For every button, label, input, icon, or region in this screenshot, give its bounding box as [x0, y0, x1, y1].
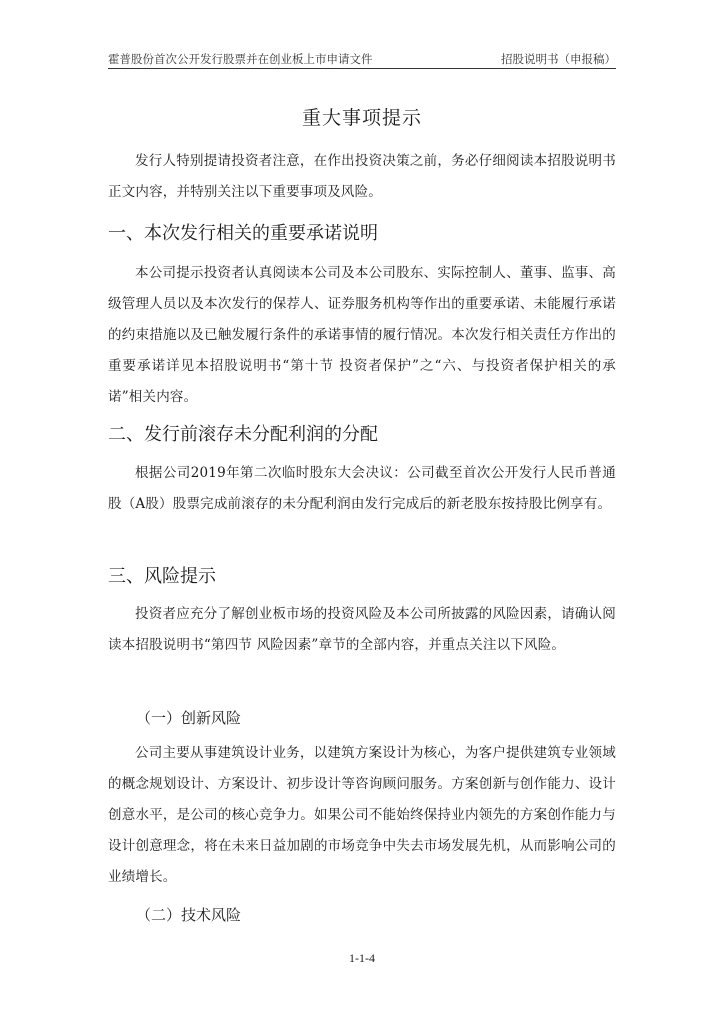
running-header-right: 招股说明书（申报稿）	[501, 52, 616, 66]
section-heading-risk: 三、风险提示	[108, 566, 216, 587]
header-divider	[108, 68, 616, 69]
section-body-risk: 投资者应充分了解创业板市场的投资风险及本公司所披露的风险因素，请确认阅读本招股说明书“第四节 风险因素”章节的全部内容，并重点关注以下风险。	[108, 606, 616, 653]
subsection-heading-technology-risk: （二）技术风险	[136, 906, 242, 924]
running-header-left: 霍普股份首次公开发行股票并在创业板上市申请文件	[108, 52, 373, 66]
section-heading-profit-distribution: 二、发行前滚存未分配利润的分配	[108, 424, 378, 445]
section-heading-commitments: 一、本次发行相关的重要承诺说明	[108, 223, 378, 244]
section-body-commitments: 本公司提示投资者认真阅读本公司及本公司股东、实际控制人、董事、监事、高级管理人员以及本次发行的保荐人、证券服务机构等作出的重要承诺、未能履行承诺的约束措施以及已触发履行条件的承诺事情的履行情况。本次发行相关责任方作出的重要承诺详见本招股说明书“第十节 投资者保护”之“六、与投资者保护相关的承诺”相关内容。	[108, 265, 616, 405]
subsection-body-innovation-risk: 公司主要从事建筑设计业务，以建筑方案设计为核心，为客户提供建筑专业领域的概念规划设计、方案设计、初步设计等咨询顾问服务。方案创新与创作能力、设计创意水平，是公司的核心竞争力。如果公司不能始终保持业内领先的方案创作能力与设计创意理念，将在未来日益加剧的市场竞争中失去市场发展先机，从而影响公司的业绩增长。	[108, 745, 616, 885]
page-number: 1-1-4	[349, 951, 375, 965]
subsection-heading-innovation-risk: （一）创新风险	[136, 709, 242, 727]
intro-paragraph: 发行人特别提请投资者注意，在作出投资决策之前，务必仔细阅读本招股说明书正文内容，并特别关注以下重要事项及风险。	[108, 153, 616, 200]
section-body-profit-distribution: 根据公司2019年第二次临时股东大会决议：公司截至首次公开发行人民币普通股（A股）股票完成前滚存的未分配利润由发行完成后的新老股东按持股比例享有。	[108, 465, 616, 512]
page-title: 重大事项提示	[301, 107, 422, 129]
